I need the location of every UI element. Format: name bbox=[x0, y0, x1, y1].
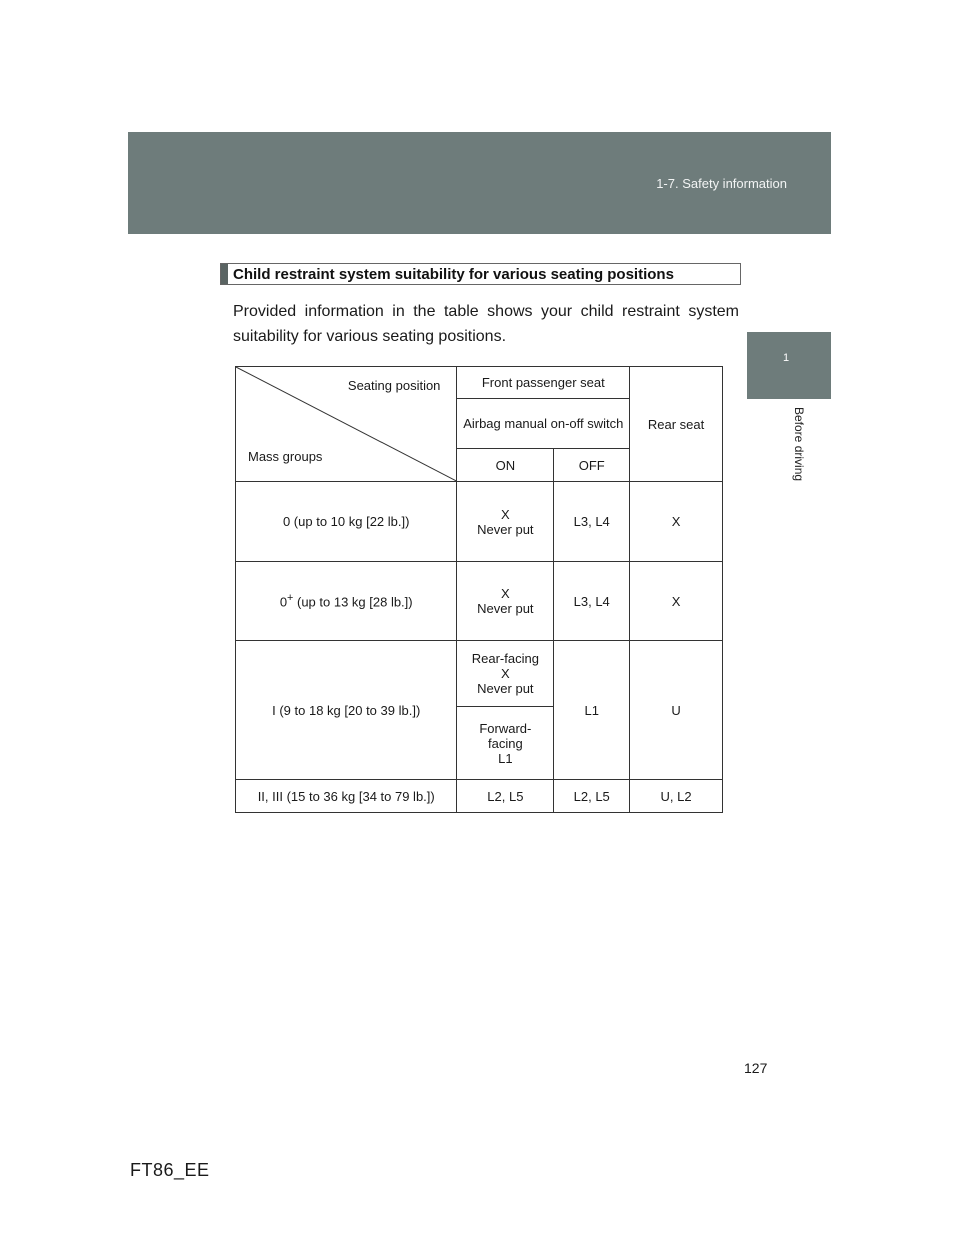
chapter-number: 1 bbox=[783, 352, 790, 364]
on-cell-line: Never put bbox=[477, 681, 534, 696]
airbag-on-cell bbox=[457, 562, 554, 641]
heading-marker bbox=[221, 264, 228, 284]
front-passenger-seat-header: Front passenger seat bbox=[457, 367, 630, 399]
page-number: 127 bbox=[744, 1060, 768, 1076]
mass-group-cell: II, III (15 to 36 kg [34 to 79 lb.]) bbox=[236, 780, 457, 813]
intro-paragraph: Provided information in the table shows your child restraint system suitability for various seating positions. bbox=[233, 303, 739, 345]
table-row bbox=[236, 780, 723, 813]
mass-group-cell: I (9 to 18 kg [20 to 39 lb.]) bbox=[236, 641, 457, 780]
header-band bbox=[128, 132, 831, 234]
group-superscript: + bbox=[287, 592, 294, 605]
on-cell-line: facing bbox=[488, 735, 523, 751]
rear-seat-header: Rear seat bbox=[630, 367, 723, 482]
on-cell-line: X bbox=[501, 586, 510, 601]
rear-seat-cell: U bbox=[630, 641, 723, 780]
on-header: ON bbox=[457, 449, 554, 482]
airbag-off-cell: L1 bbox=[554, 641, 630, 780]
on-cell-line: Rear-facing bbox=[471, 651, 539, 666]
table-row bbox=[236, 562, 723, 641]
airbag-on-cell: L2, L5 bbox=[457, 780, 554, 813]
document-code: FT86_EE bbox=[130, 1160, 210, 1180]
section-title: 1-7. Safety information bbox=[656, 176, 787, 191]
on-cell-line: X bbox=[501, 666, 510, 681]
airbag-on-cell-forward-facing bbox=[457, 707, 554, 780]
on-cell-line: Never put bbox=[477, 521, 534, 537]
chapter-side-label bbox=[766, 407, 814, 527]
off-header: OFF bbox=[554, 449, 630, 482]
mass-group-cell: 0 (up to 10 kg [22 lb.]) bbox=[236, 482, 457, 562]
airbag-off-cell: L3, L4 bbox=[554, 482, 630, 562]
on-cell-line: Forward- bbox=[479, 720, 532, 736]
rear-seat-cell: X bbox=[630, 562, 723, 641]
on-cell-line: L1 bbox=[498, 750, 513, 766]
section-heading bbox=[220, 263, 741, 285]
seating-position-label: Seating position bbox=[347, 378, 441, 393]
section-heading-text: Child restraint system suitability for various seating positions bbox=[233, 266, 674, 283]
on-cell-line: X bbox=[501, 506, 510, 522]
mass-group-cell bbox=[236, 562, 457, 641]
table-row bbox=[236, 482, 723, 562]
group-rest: (up to 13 kg [28 lb.]) bbox=[293, 594, 413, 610]
mass-groups-label: Mass groups bbox=[248, 449, 323, 464]
chapter-title: Before driving bbox=[792, 407, 806, 482]
airbag-off-cell: L3, L4 bbox=[554, 562, 630, 641]
airbag-on-cell bbox=[457, 482, 554, 562]
airbag-off-cell: L2, L5 bbox=[554, 780, 630, 813]
group-base: 0 bbox=[279, 594, 288, 610]
table-corner-cell bbox=[236, 367, 457, 482]
chapter-tab bbox=[747, 332, 831, 399]
on-cell-line: Never put bbox=[477, 601, 534, 616]
rear-seat-cell: X bbox=[630, 482, 723, 562]
suitability-table bbox=[235, 366, 723, 813]
rear-seat-cell: U, L2 bbox=[630, 780, 723, 813]
airbag-on-cell-rear-facing bbox=[457, 641, 554, 707]
airbag-switch-header: Airbag manual on-off switch bbox=[457, 399, 630, 449]
table-row bbox=[236, 641, 723, 707]
